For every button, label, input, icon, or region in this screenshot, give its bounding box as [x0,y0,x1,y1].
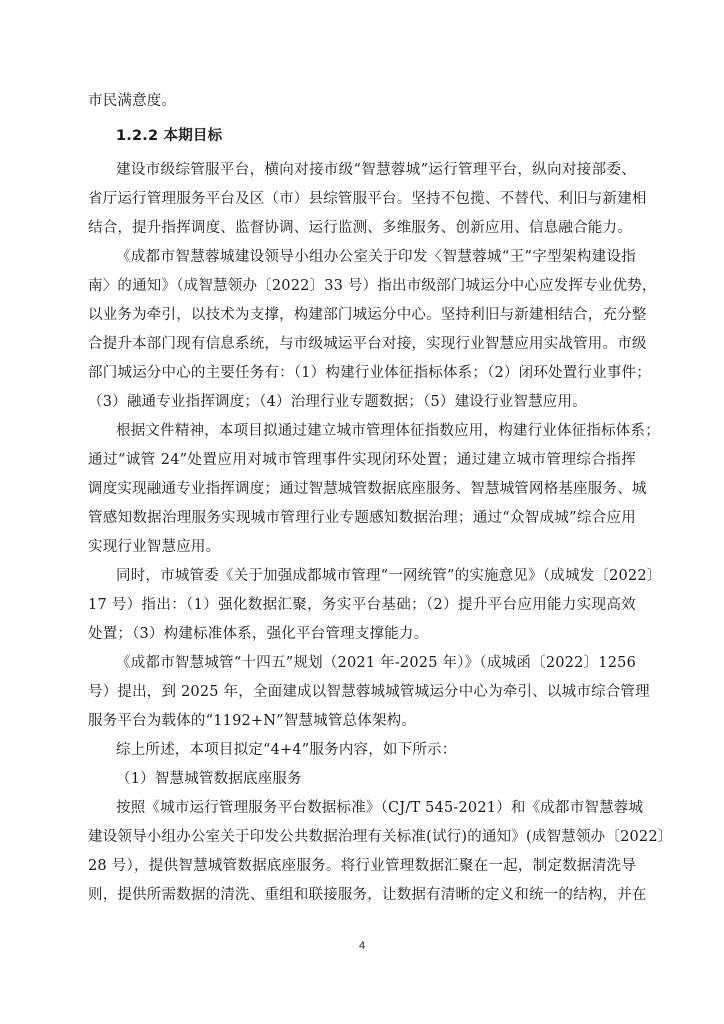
paragraph-line: 市民满意度。 [88,93,177,109]
paragraph-line: 部门城运分中心的主要任务有：（1）构建行业体征指标体系；（2）闭环处置行业事件； [88,365,651,381]
paragraph-line: 合提升本部门现有信息系统，与市级城运平台对接，实现行业智慧应用实战管用。市级 [88,336,647,352]
paragraph-line: （3）融通专业指挥调度；（4）治理行业专题数据；（5）建设行业智慧应用。 [88,394,587,410]
paragraph-line: 根据文件精神，本项目拟通过建立城市管理体征指数应用，构建行业体征指标体系； [116,423,660,439]
paragraph-line: 省厅运行管理服务平台及区（市）县综管服平台。坚持不包揽、不替代、利旧与新建相 [88,191,647,207]
list-item-heading: （1）智慧城管数据底座服务 [116,771,302,787]
paragraph-line: 建设领导小组办公室关于印发公共数据治理有关标准(试行)的通知》(成智慧领办〔2022〕 [88,829,673,845]
page-number: 4 [358,940,366,952]
paragraph-line: 以业务为牵引，以技术为支撑，构建部门城运分中心。坚持利旧与新建相结合，充分整 [88,307,647,323]
paragraph-line: 通过“诚管 24”处置应用对城市管理事件实现闭环处置；通过建立城市管理综合指挥 [88,452,636,468]
paragraph-line: 《成都市智慧城管“十四五”规划（2021 年-2025 年）》（成城函〔2022〕1256 [116,655,636,671]
paragraph-line: 按照《城市运行管理服务平台数据标准》（CJ/T 545-2021）和《成都市智慧蓉城 [116,800,644,816]
paragraph-line: 则，提供所需数据的清洗、重组和联接服务，让数据有清晰的定义和统一的结构，并在 [88,887,647,903]
paragraph-line: 实现行业智慧应用。 [88,539,221,555]
paragraph-line: 同时，市城管委《关于加强成都城市管理“一网统管”的实施意见》（成城发〔2022〕 [116,568,662,584]
paragraph-line: 28 号），提供智慧城管数据底座服务。将行业管理数据汇聚在一起，制定数据清洗导 [88,858,636,874]
paragraph-line: 管感知数据治理服务实现城市管理行业专题感知数据治理；通过“众智成城”综合应用 [88,510,636,526]
paragraph-line: 建设市级综管服平台，横向对接市级“智慧蓉城”运行管理平台，纵向对接部委、 [116,162,636,178]
paragraph-line: 号）提出，到 2025 年，全面建成以智慧蓉城城管城运分中心为牵引、以城市综合管理 [88,684,650,700]
paragraph-line: 南〉的通知》（成智慧领办〔2022〕33 号）指出市级部门城运分中心应发挥专业优势， [88,278,657,294]
paragraph-line: 调度实现融通专业指挥调度；通过智慧城管数据底座服务、智慧城管网格基座服务、城 [88,481,647,497]
section-heading: 1.2.2 本期目标 [116,128,223,144]
paragraph-line: 《成都市智慧蓉城建设领导小组办公室关于印发〈智慧蓉城“王”字型架构建设指 [116,249,636,265]
paragraph-line: 17 号）指出：（1）强化数据汇聚，务实平台基础；（2）提升平台应用能力实现高效 [88,597,636,613]
paragraph-line: 综上所述，本项目拟定“4+4”服务内容，如下所示： [116,742,457,758]
paragraph-line: 结合，提升指挥调度、监督协调、运行监测、多维服务、创新应用、信息融合能力。 [88,220,632,236]
paragraph-line: 处置；（3）构建标准体系，强化平台管理支撑能力。 [88,626,429,642]
paragraph-line: 服务平台为载体的“1192+N”智慧城管总体架构。 [88,713,417,729]
